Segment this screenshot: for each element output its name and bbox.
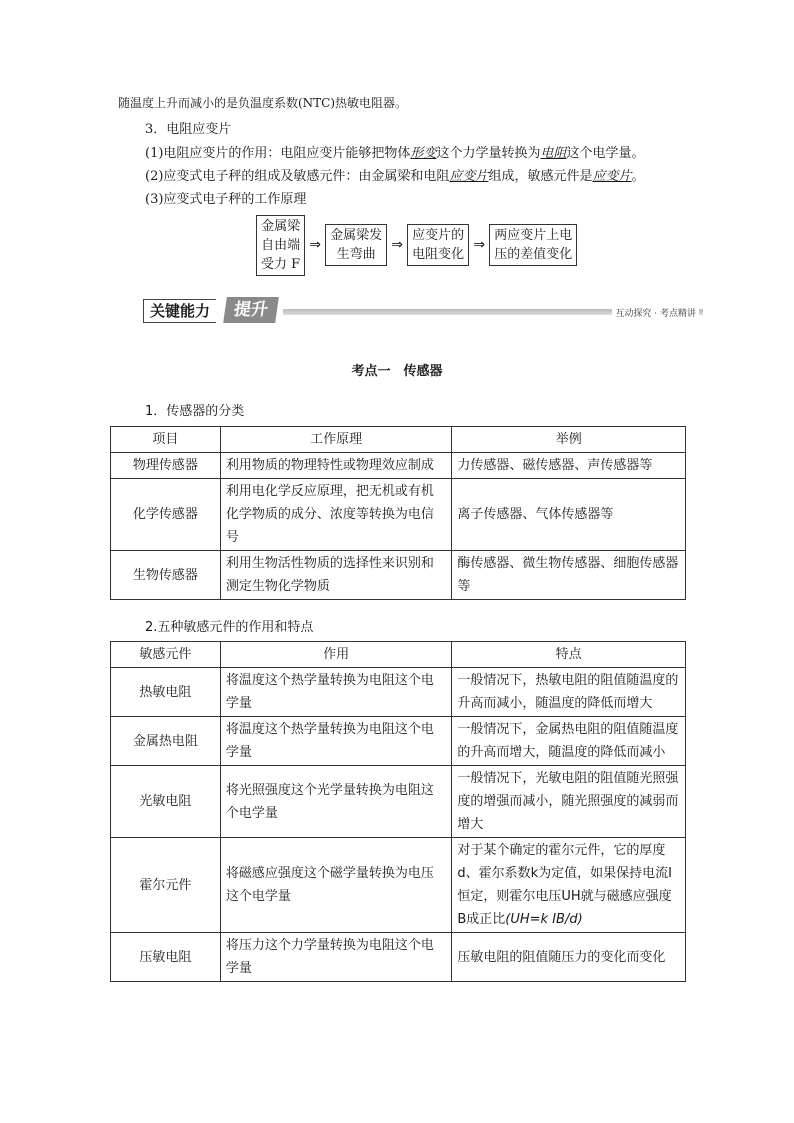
table-cell: 一般情况下，热敏电阻的阻值随温度的升高而减小，随温度的降低而增大 xyxy=(452,668,686,717)
topic-heading: 考点一 传感器 xyxy=(351,364,443,379)
item1-suffix: 这个电学量。 xyxy=(566,146,645,161)
table-row xyxy=(111,453,686,479)
table-cell: 利用生物活性物质的选择性来识别和测定生物化学物质 xyxy=(220,551,452,600)
table-cell: 光敏电阻 xyxy=(111,766,221,838)
sensitive-element-table xyxy=(110,641,686,982)
table-cell: 金属热电阻 xyxy=(111,717,221,766)
section-banner xyxy=(143,297,703,325)
table-cell: 压敏电阻 xyxy=(111,933,221,982)
table-header: 作用 xyxy=(220,642,452,668)
table-row xyxy=(111,551,686,600)
table-header-row xyxy=(111,427,686,453)
banner-subtitle: 互动探究 · 考点精讲 xyxy=(612,306,699,319)
item2-blank2: 应变片 xyxy=(592,169,632,184)
table-cell: 将温度这个热学量转换为电阻这个电学量 xyxy=(220,668,452,717)
table-cell: 生物传感器 xyxy=(111,551,221,600)
item1 xyxy=(145,145,644,163)
banner-title: 关键能力 xyxy=(143,299,216,323)
table-cell: 一般情况下，金属热电阻的阻值随温度的升高而增大，随温度的降低而减小 xyxy=(452,717,686,766)
table2-caption: 2.五种敏感元件的作用和特点 xyxy=(145,620,314,635)
table-cell: 利用电化学反应原理，把无机或有机化学物质的成分、浓度等转换为电信号 xyxy=(220,479,452,551)
table-cell: 将磁感应强度这个磁学量转换为电压这个电学量 xyxy=(220,838,452,933)
table-header: 举例 xyxy=(452,427,686,453)
table-cell: 压敏电阻的阻值随压力的变化而变化 xyxy=(452,933,686,982)
table1-caption: 1．传感器的分类 xyxy=(145,404,245,419)
item2-mid: 组成，敏感元件是 xyxy=(488,169,593,184)
table-cell: 霍尔元件 xyxy=(111,838,221,933)
item1-prefix: (1)电阻应变片的作用：电阻应变片能够把物体 xyxy=(145,146,411,161)
flow-arrow-icon: ⇒ xyxy=(473,237,486,253)
section3-title: 3．电阻应变片 xyxy=(145,122,232,137)
table-header: 敏感元件 xyxy=(111,642,221,668)
flow-box-2: 金属梁发 生弯曲 xyxy=(325,224,387,266)
table-header: 特点 xyxy=(452,642,686,668)
table-cell: 酶传感器、微生物传感器、细胞传感器等 xyxy=(452,551,686,600)
item1-blank1: 形变 xyxy=(410,146,437,161)
table-cell: 力传感器、磁传感器、声传感器等 xyxy=(452,453,686,479)
item3: (3)应变式电子秤的工作原理 xyxy=(145,192,307,207)
sensor-classification-table xyxy=(110,426,686,600)
table-cell: 将压力这个力学量转换为电阻这个电学量 xyxy=(220,933,452,982)
hall-formula: (UH=k IB/d) xyxy=(505,912,583,927)
table-header-row xyxy=(111,642,686,668)
table-cell xyxy=(452,838,686,933)
item2 xyxy=(145,168,644,186)
table-row xyxy=(111,717,686,766)
table-cell: 利用物质的物理特性或物理效应制成 xyxy=(220,453,452,479)
table-cell: 将温度这个热学量转换为电阻这个电学量 xyxy=(220,717,452,766)
table-row xyxy=(111,838,686,933)
item2-blank1: 应变片 xyxy=(449,169,489,184)
table-cell: 化学传感器 xyxy=(111,479,221,551)
table-row xyxy=(111,933,686,982)
hall-text: 对于某个确定的霍尔元件，它的厚度d、霍尔系数k为定值，如果保持电流I恒定，则霍尔电压UH就与磁感应强度B成正比 xyxy=(457,843,672,927)
item1-mid: 这个力学量转换为 xyxy=(436,146,541,161)
table-cell: 热敏电阻 xyxy=(111,668,221,717)
table-row xyxy=(111,766,686,838)
flow-arrow-icon: ⇒ xyxy=(391,237,404,253)
item1-blank2: 电阻 xyxy=(540,146,567,161)
flow-arrow-icon: ⇒ xyxy=(309,237,322,253)
table-header: 项目 xyxy=(111,427,221,453)
table-cell: 将光照强度这个光学量转换为电阻这个电学量 xyxy=(220,766,452,838)
table-row xyxy=(111,668,686,717)
working-principle-flow xyxy=(256,216,577,274)
banner-tag: 提升 xyxy=(223,297,279,323)
table-header: 工作原理 xyxy=(220,427,452,453)
table-cell: 物理传感器 xyxy=(111,453,221,479)
ntc-line: 随温度上升而减小的是负温度系数(NTC)热敏电阻器。 xyxy=(118,96,408,110)
table-cell: 一般情况下，光敏电阻的阻值随光照强度的增强而减小，随光照强度的减弱而增大 xyxy=(452,766,686,838)
flow-box-1: 金属梁 自由端 受力 F xyxy=(256,215,305,276)
table-row xyxy=(111,479,686,551)
item2-prefix: (2)应变式电子秤的组成及敏感元件：由金属梁和电阻 xyxy=(145,169,450,184)
table-cell: 离子传感器、气体传感器等 xyxy=(452,479,686,551)
item2-suffix: 。 xyxy=(631,169,645,184)
flow-box-3: 应变片的 电阻变化 xyxy=(407,224,469,266)
flow-box-4: 两应变片上电 压的差值变化 xyxy=(489,224,577,266)
